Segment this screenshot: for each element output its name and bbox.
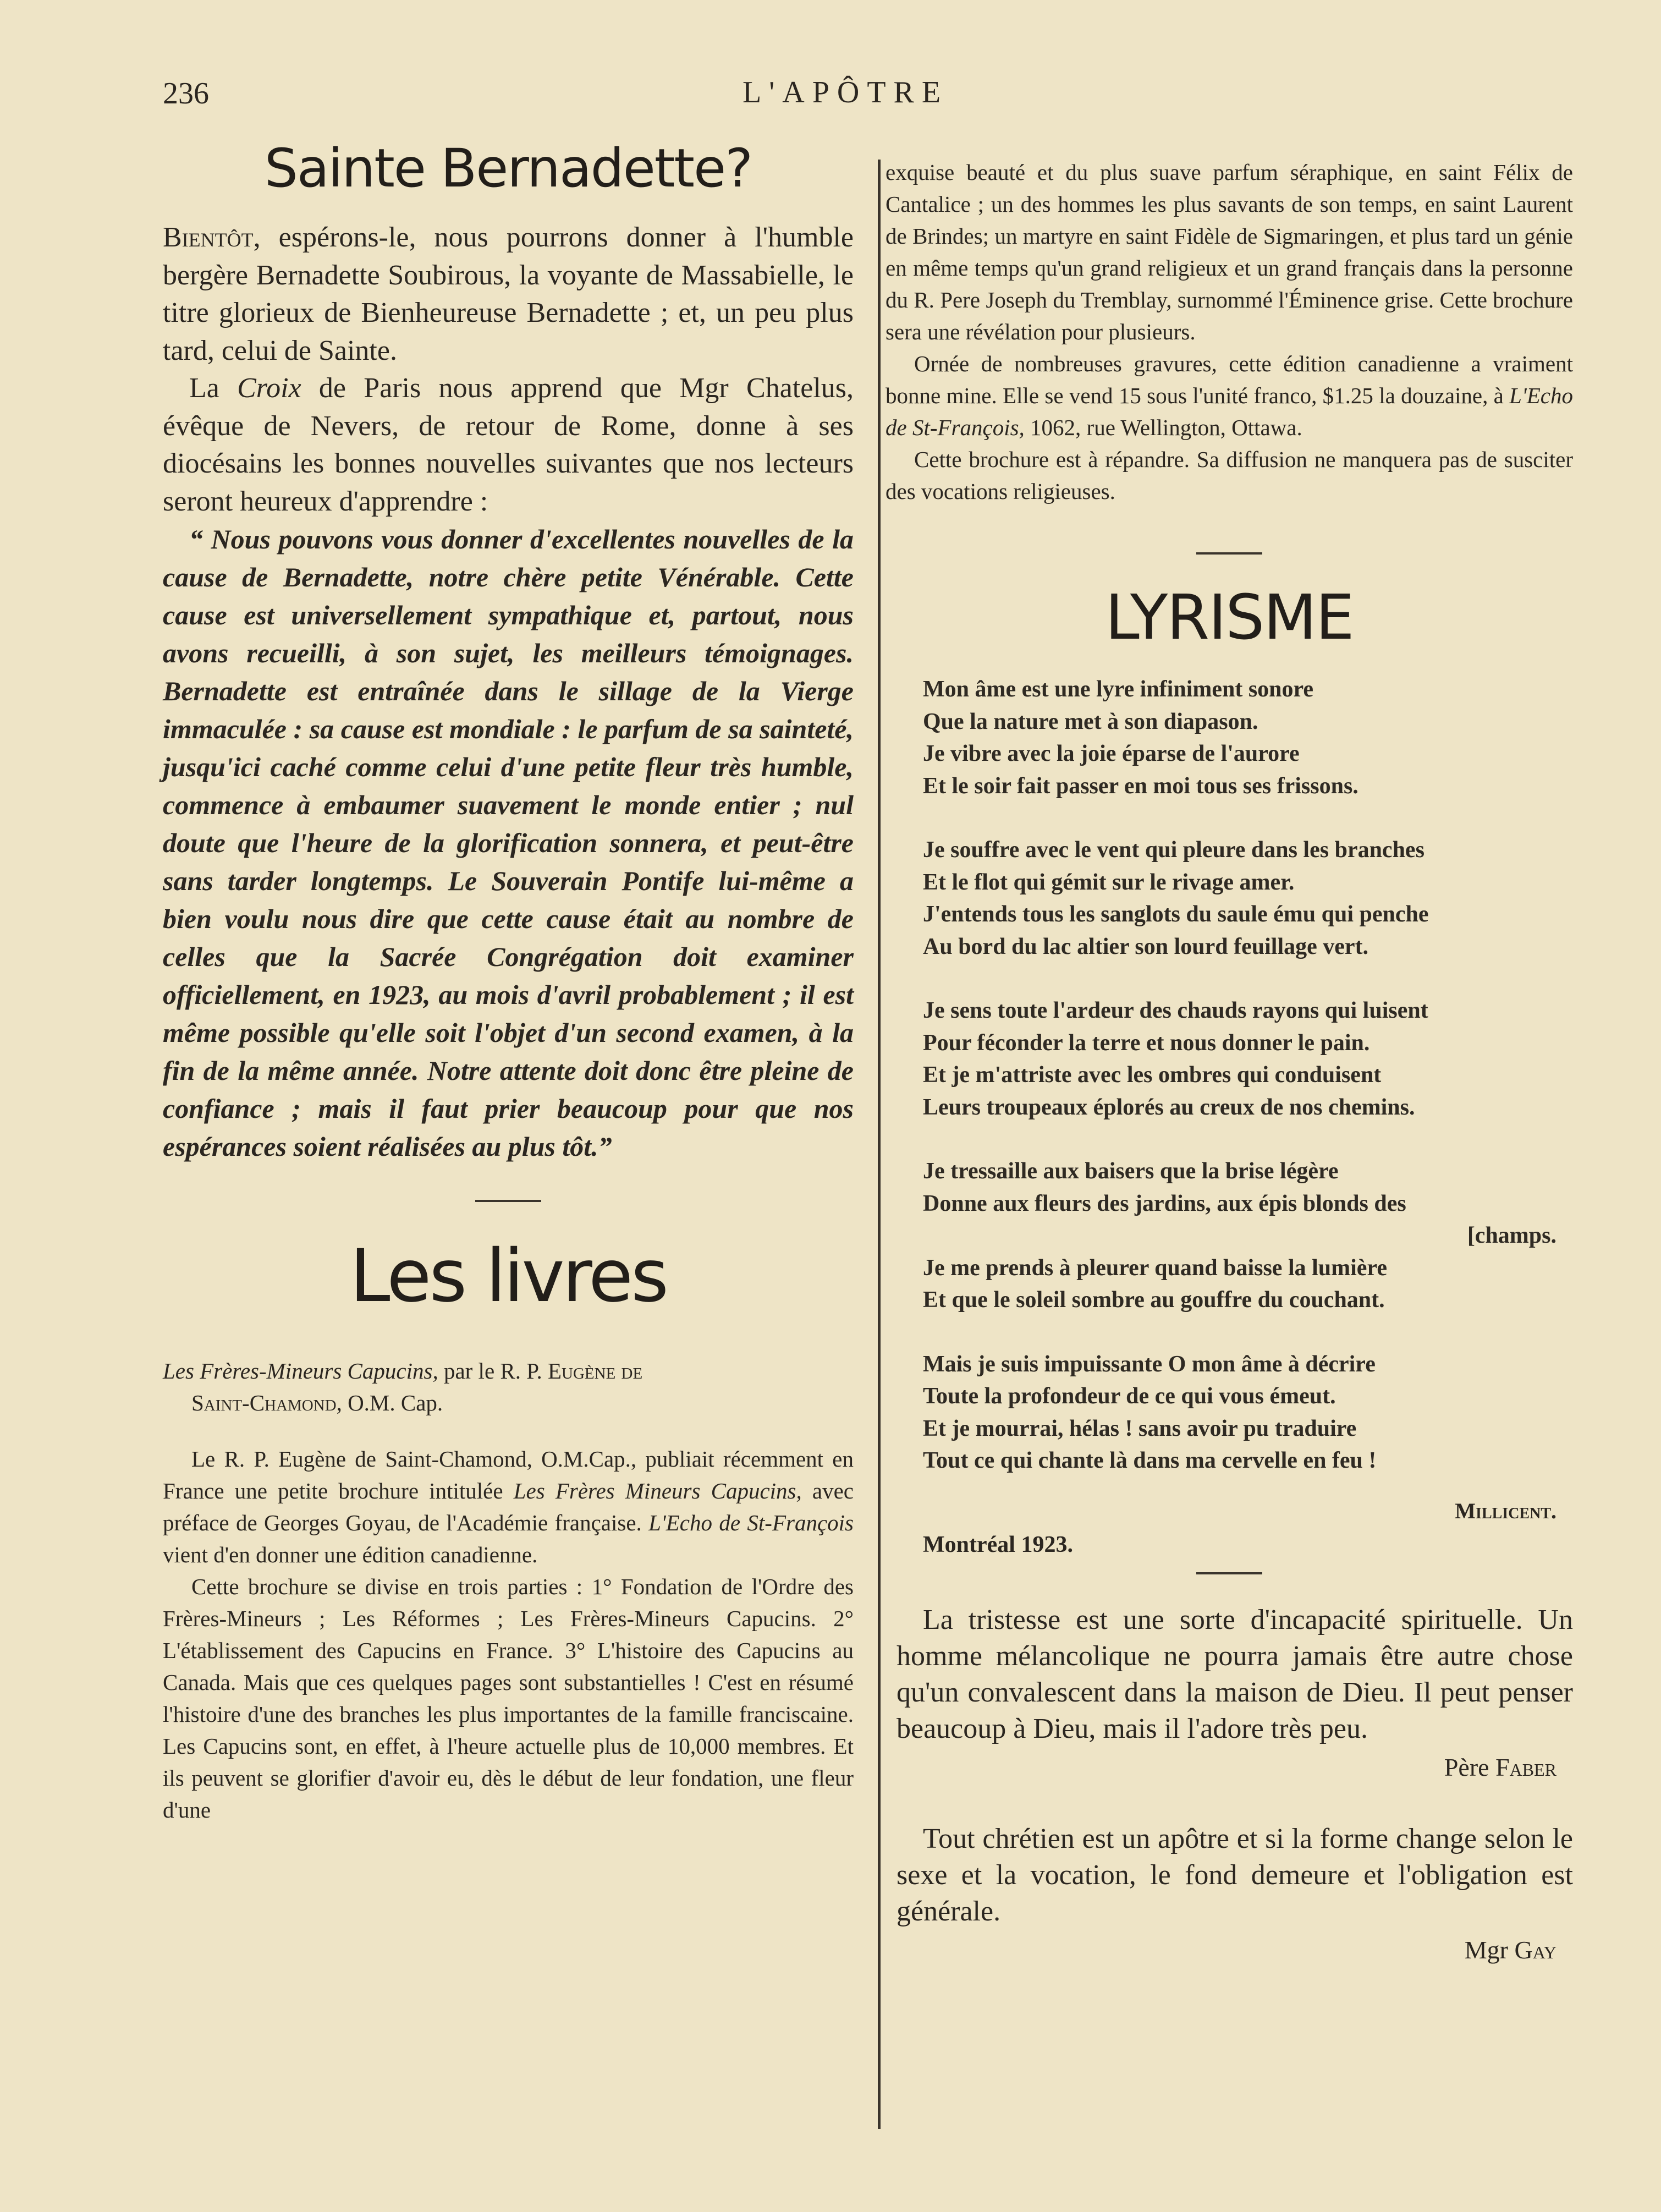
poem-line: Pour féconder la terre et nous donner le pain. (923, 1030, 1370, 1056)
gay-attr-name: Gay (1514, 1935, 1557, 1964)
poem-line: Je me prends à pleurer quand baisse la lumière (923, 1255, 1387, 1281)
section-divider (1196, 1572, 1262, 1574)
poem-stanza (923, 1155, 1573, 1316)
ref-author-2: Saint-Chamond (191, 1390, 337, 1415)
ref-author-1: Eugène de (548, 1358, 643, 1384)
faber-attribution (897, 1749, 1573, 1786)
poem-line: Mon âme est une lyre infiniment sonore (923, 677, 1314, 702)
poem-line: Je tressaille aux baisers que la brise légère (923, 1159, 1339, 1184)
poem-line: Que la nature met à son diapason. (923, 709, 1258, 734)
livres-p1-echo: L'Echo de St-François (648, 1510, 854, 1535)
sainte-p1-text: , espérons-le, nous pourrons donner à l'humble bergère Bernadette Soubirous, la voyante de Massabielle, le titre glorieux de Bienheureuse Bernadette ; et, un peu plus tard, celui de Sainte. (163, 222, 854, 366)
livres-p1-b: avec préface de Georges Goyau, de l'Académie française. (163, 1478, 854, 1535)
poem-stanza (923, 673, 1573, 802)
page-number: 236 (163, 76, 209, 111)
poem-line: J'entends tous les sanglots du saule ému qui penche (923, 902, 1429, 927)
livres-paragraph-2: Cette brochure se divise en trois parties : 1° Fondation de l'Ordre des Frères-Mineurs ; Les Réformes ; Les Frères-Mineurs Capucins. 2° L'établissement des Capucins en France. 3° L'histoire des Capucins au Canada. Mais que ces quelques pages sont substantielles ! C'est en résumé l'histoire d'une des branches les plus importantes de la famille franciscaine. Les Capucins sont, en effet, à l'heure actuelle plus de 10,000 membres. Et ils peuvent se glorifier d'avoir eu, dès le début de leur fondation, une fleur d'une (163, 1574, 854, 1823)
poem-place-date: Montréal 1923. (923, 1532, 1073, 1557)
left-column (163, 138, 854, 1826)
faber-attr-a: Père (1444, 1753, 1496, 1781)
gay-attribution (897, 1932, 1573, 1968)
ref-line-2 (163, 1387, 854, 1419)
gay-maxim (886, 1821, 1573, 1968)
livres-paragraph-3: exquise beauté et du plus suave parfum séraphique, en saint Félix de Cantalice ; un des hommes les plus savants de son temps, en saint Laurent de Brindes; un martyre en saint Fidèle de Sigmaringen, et plus tard un génie en même temps qu'un grand religieux et un grand français dans la personne du R. Pere Joseph du Tremblay, surnommé l'Éminence grise. Cette brochure sera une révélation pour plusieurs. (886, 160, 1573, 344)
poem-line: Et le soir fait passer en moi tous ses frissons. (923, 773, 1358, 799)
gay-attr-a: Mgr (1464, 1935, 1515, 1964)
livres-body-continued (886, 156, 1573, 507)
poem-stanza (923, 834, 1573, 963)
poem-line: Et je mourrai, hélas ! sans avoir pu traduire (923, 1415, 1357, 1441)
poem-signature: Millicent. (1455, 1498, 1557, 1523)
faber-maxim (886, 1602, 1573, 1786)
lyrisme-title: LYRISME (1105, 582, 1354, 654)
poem-line: Mais je suis impuissante O mon âme à décrire (923, 1351, 1376, 1377)
section-divider (475, 1200, 541, 1202)
poem-line: Toute la profondeur de ce qui vous émeut. (923, 1384, 1336, 1409)
poem-line: Et que le soleil sombre au gouffre du couchant. (923, 1287, 1385, 1313)
faber-attr-name: Faber (1495, 1753, 1557, 1781)
poem-line: Tout ce qui chante là dans ma cervelle en feu ! (923, 1448, 1377, 1473)
poem-line: Je souffre avec le vent qui pleure dans les branches (923, 837, 1425, 863)
right-column (886, 156, 1573, 1968)
column-divider (878, 160, 881, 2129)
book-reference (163, 1355, 854, 1419)
poem-line: Donne aux fleurs des jardins, aux épis blonds des (923, 1190, 1406, 1216)
livres-paragraph-5: Cette brochure est à répandre. Sa diffusion ne manquera pas de susciter des vocations religieuses. (886, 447, 1573, 504)
sainte-body (163, 219, 854, 520)
section-divider (1196, 552, 1262, 555)
les-livres-title: Les livres (350, 1234, 667, 1319)
livres-p1-book: Les Frères Mineurs Capucins, (513, 1478, 802, 1503)
livres-p1-c: vient d'en donner une édition canadienne. (163, 1542, 538, 1567)
dropcap-lead: Bientôt (163, 222, 254, 253)
livres-paragraph-1 (163, 1443, 854, 1571)
poem-stanza (923, 995, 1573, 1123)
ref-book-title: Les Frères-Mineurs Capucins, (163, 1358, 438, 1384)
faber-text: La tristesse est une sorte d'incapacité spirituelle. Un homme mélancolique ne pourra jamais être autre chose qu'un convalescent dans la maison de Dieu. Il peut penser beaucoup à Dieu, mais il l'adore très peu. (897, 1604, 1573, 1744)
sainte-paragraph-2 (163, 370, 854, 520)
journal-title: L'APÔTRE (743, 75, 949, 109)
poem-line: Au bord du lac altier son lourd feuillage vert. (923, 934, 1369, 959)
poem-stanza (923, 1348, 1573, 1477)
ref-by: par le R. P. (438, 1358, 548, 1384)
gay-text: Tout chrétien est un apôtre et si la forme change selon le sexe et la vocation, le fond demeure et l'obligation est générale. (897, 1823, 1573, 1927)
ref-order: , O.M. Cap. (336, 1390, 443, 1415)
livres-p4-b: 1062, rue Wellington, Ottawa. (1024, 415, 1302, 440)
livres-p1-a: Le R. P. Eugène de Saint-Chamond, O.M.Cap., publiait récemment en France une petite brochure intitulée (163, 1446, 854, 1503)
poem-line: Je vibre avec la joie éparse de l'aurore (923, 741, 1300, 766)
lyrisme-poem (886, 673, 1573, 1477)
livres-p4-a: Ornée de nombreuses gravures, cette édition canadienne a vraiment bonne mine. Elle se vend 15 sous l'unité franco, $1.25 la douzaine, à (886, 351, 1573, 408)
poem-line: Et le flot qui gémit sur le rivage amer. (923, 869, 1295, 895)
bishop-quote: “ Nous pouvons vous donner d'excellentes nouvelles de la cause de Bernadette, notre chère petite Vénérable. Cette cause est universellement sympathique et, partout, nous avons recueilli, à son sujet, les meilleurs témoignages. Bernadette est entraînée dans le sillage de la Vierge immaculée : sa cause est mondiale : le parfum de sa sainteté, jusqu'ici caché comme celui d'une petite fleur très humble, commence à embaumer suavement le monde entier ; nul doute que l'heure de la glorification sonnera, et peut-être sans tarder longtemps. Le Souverain Pontife lui-même a bien voulu nous dire que cette cause était au nombre de celles que la Sacrée Congrégation doit examiner officiellement, en 1923, au mois d'avril probablement ; il est même possible qu'elle soit l'objet d'un second examen, à la fin de la même année. Notre attente doit donc être pleine de confiance ; mais il faut prier beaucoup pour que nos espérances soient réalisées au plus tôt.” (163, 524, 854, 1162)
poem-line: Leurs troupeaux éplorés au creux de nos chemins. (923, 1094, 1415, 1120)
livres-paragraph-4 (886, 348, 1573, 443)
sainte-bernadette-title: Sainte Bernadette? (264, 138, 752, 199)
poem-line-continuation: [champs. (1467, 1223, 1557, 1248)
sainte-paragraph-1 (163, 219, 854, 370)
livres-body (163, 1443, 854, 1826)
livres-p4-echo: L'Echo de St-François, (886, 383, 1573, 440)
sainte-p2-b: de Paris nous apprend que Mgr Chatelus, évêque de Nevers, de retour de Rome, donne à ses diocésains les bonnes nouvelles suivantes que nos lecteurs seront heureux d'apprendre : (163, 372, 854, 517)
poem-line: Je sens toute l'ardeur des chauds rayons qui luisent (923, 998, 1428, 1023)
poem-line: Et je m'attriste avec les ombres qui conduisent (923, 1062, 1382, 1088)
sainte-p2-a: La (189, 372, 238, 404)
croix-title: Croix (237, 372, 301, 404)
